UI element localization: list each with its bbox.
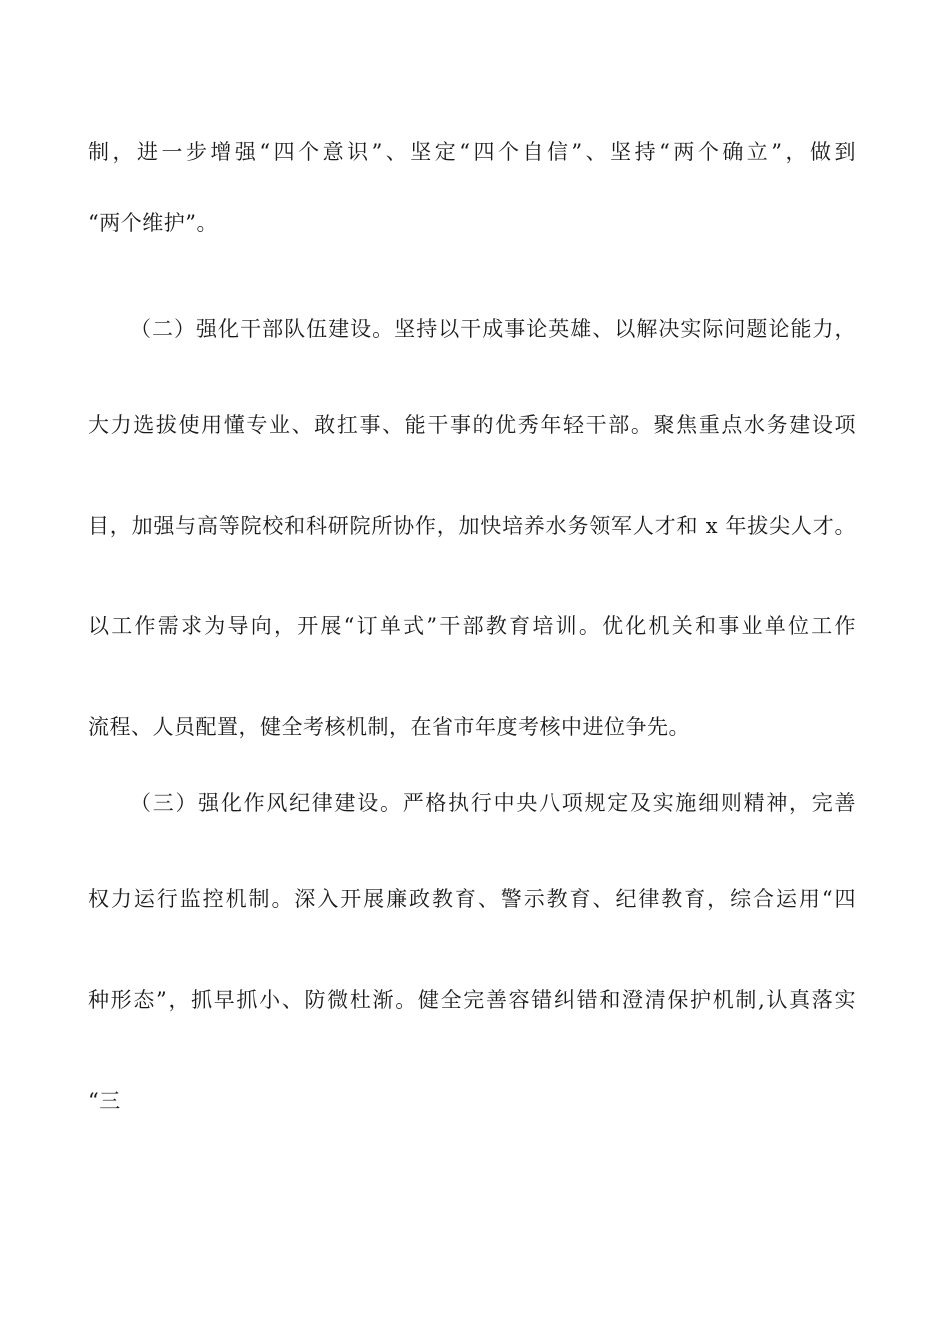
text-line-9: 权力运行监控机制。深入开展廉政教育、警示教育、纪律教育，综合运用“四 [88,887,856,911]
paragraph-3-heading-line: （三）强化作风纪律建设。严格执行中央八项规定及实施细则精神，完善 [130,791,856,815]
text-line-10: 种形态”，抓早抓小、防微杜渐。健全完善容错纠错和澄清保护机制,认真落实 [88,988,856,1012]
text-line-7: 流程、人员配置，健全考核机制，在省市年度考核中进位争先。 [88,715,690,739]
text-line-6: 以工作需求为导向，开展“订单式”干部教育培训。优化机关和事业单位工作 [88,614,856,638]
text-line-5: 目，加强与高等院校和科研院所协作，加快培养水务领军人才和 x 年拔尖人才。 [88,514,856,538]
text-line-2: “两个维护”。 [88,211,218,235]
text-line-4: 大力选拔使用懂专业、敢扛事、能干事的优秀年轻干部。聚焦重点水务建设项 [88,413,856,437]
paragraph-2-heading-line: （二）强化干部队伍建设。坚持以干成事论英雄、以解决实际问题论能力， [130,317,856,341]
text-line-11: “三 [88,1089,121,1113]
text-line-1: 制，进一步增强“四个意识”、坚定“四个自信”、坚持“两个确立”，做到 [88,140,856,164]
